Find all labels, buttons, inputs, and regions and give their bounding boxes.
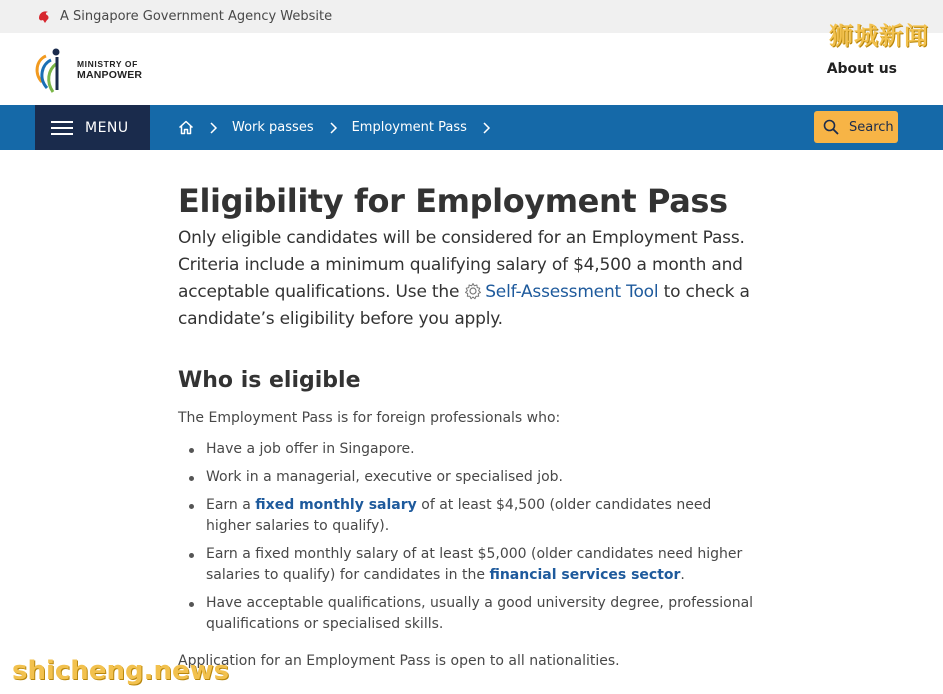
section-heading: Who is eligible (178, 368, 361, 393)
logo-line1: MINISTRY OF (77, 59, 138, 69)
chevron-right-icon (208, 122, 218, 134)
list-item-text: Earn a (206, 497, 251, 513)
list-item-text: Have acceptable qualifications, usually a good university degree, professional qualifications or specialised skills. (206, 595, 754, 632)
self-assessment-tool-link[interactable]: Self-Assessment Tool (485, 282, 659, 302)
list-item-text: of at least $4,500 (older candidates need higher salaries to qualify). (206, 497, 712, 534)
about-us-link[interactable]: About us (826, 61, 897, 77)
home-icon[interactable] (178, 120, 194, 135)
list-item-text: Have a job offer in Singapore. (206, 441, 415, 457)
mom-logo-text (77, 59, 142, 81)
list-item-text: Work in a managerial, executive or specialised job. (206, 469, 564, 485)
masthead-text: A Singapore Government Agency Website (60, 9, 333, 24)
gov-masthead (0, 0, 943, 33)
watermark-top: 狮城新闻 (829, 22, 929, 50)
search-icon (823, 119, 839, 135)
mom-logo-mark-icon (32, 42, 74, 98)
breadcrumb-employment-pass[interactable]: Employment Pass (351, 120, 467, 135)
mom-logo[interactable] (32, 42, 142, 98)
hamburger-icon (51, 121, 73, 135)
fixed-monthly-salary-link[interactable]: fixed monthly salary (255, 497, 417, 513)
menu-button[interactable] (35, 105, 150, 150)
search-label: Search (849, 119, 894, 135)
financial-services-sector-link[interactable]: financial services sector (489, 567, 681, 583)
lead-text-1: Only eligible candidates will be considered for an Employment Pass. Criteria include a minimum qualifying salary of $4,500 a month and acceptable qualifications. Use the (178, 228, 745, 302)
watermark-bottom: shicheng.news (12, 656, 230, 686)
logo-line2: MANPOWER (77, 69, 143, 81)
eligibility-list (178, 439, 758, 635)
main-content (178, 150, 758, 671)
list-item-text: . (680, 567, 685, 583)
breadcrumb-work-passes[interactable]: Work passes (232, 120, 314, 135)
intro-text: The Employment Pass is for foreign professionals who: (178, 410, 561, 426)
lead-paragraph (178, 225, 758, 333)
chevron-right-icon (481, 122, 491, 134)
search-button[interactable] (814, 111, 898, 143)
site-header (0, 33, 943, 105)
list-item (178, 439, 758, 460)
gear-icon (464, 282, 482, 300)
list-item (178, 544, 758, 586)
closing-text: Application for an Employment Pass is open to all nationalities. (178, 653, 620, 669)
list-item (178, 593, 758, 635)
nav-bar (0, 105, 943, 150)
chevron-right-icon (328, 122, 338, 134)
menu-label: MENU (85, 119, 129, 136)
list-item-text: Earn a fixed monthly salary of at least $5,000 (older candidates need higher salaries to qualify) for candidates in the (206, 546, 743, 583)
lead-text-2: to check a candidate’s eligibility before you apply. (178, 282, 750, 329)
page-title: Eligibility for Employment Pass (178, 182, 728, 220)
breadcrumb (178, 105, 505, 150)
singapore-lion-icon (36, 9, 52, 25)
list-item (178, 495, 758, 537)
list-item (178, 467, 758, 488)
